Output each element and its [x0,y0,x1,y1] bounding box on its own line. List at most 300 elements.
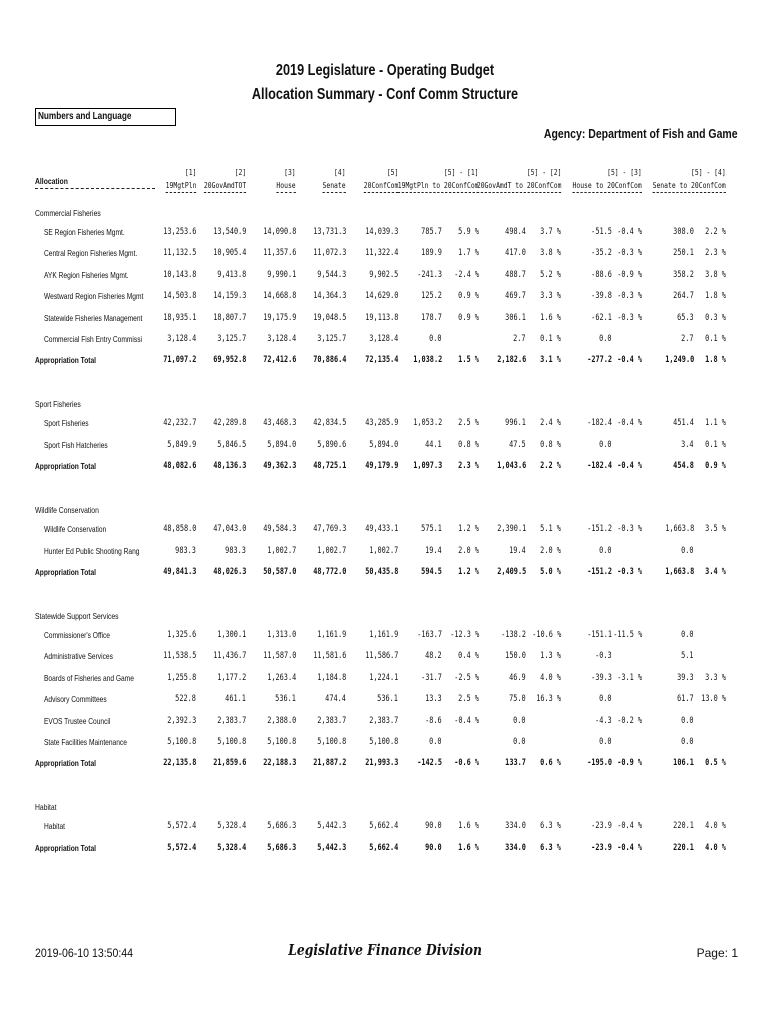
row-label: Habitat [44,821,66,832]
value-cell: 5,572.4 [167,842,196,853]
value-cell: 474.4 [325,694,346,705]
row-label: State Facilities Maintenance [44,737,127,747]
value-cell: 18,807.7 [212,312,246,323]
appropriation-total-row [0,461,770,475]
diff-amount-cell: -151.1 [587,630,612,640]
diff-amount-cell: 0.0 [599,545,612,556]
appropriation-total-row [0,843,770,857]
diff-percent-cell: 5.0 % [540,567,561,577]
column-index: [2] [234,167,246,177]
diff-percent-cell: 2.5 % [458,418,479,429]
diff-amount-cell: 996.1 [505,418,526,429]
column-index: [3] [284,167,296,177]
diff-percent-cell: -2.4 % [454,269,479,280]
table-row [0,546,770,560]
diff-percent-cell: 2.0 % [458,545,479,556]
diff-amount-cell: -182.4 [587,418,612,429]
diff-percent-cell: 4.0 % [705,842,726,853]
value-cell: 14,090.8 [262,227,296,237]
diff-percent-cell: 0.1 % [705,334,726,344]
value-cell: 5,442.3 [317,821,346,832]
diff-amount-cell: 0.0 [599,737,612,747]
footer-page-number: Page: 1 [696,946,738,960]
diff-amount-cell: 125.2 [421,291,442,302]
value-cell: 42,289.8 [212,418,246,429]
diff-percent-cell: 4.0 % [540,672,561,683]
diff-amount-cell: -23.9 [591,842,612,853]
diff-amount-cell: 264.7 [673,291,694,302]
column-header-c4 [323,166,346,193]
diff-amount-cell: -62.1 [591,312,612,323]
diff-amount-cell: 61.7 [677,694,694,705]
diff-percent-cell: 1.6 % [458,842,479,853]
value-cell: 14,668.8 [262,291,296,302]
diff-percent-cell: 1.8 % [705,291,726,302]
column-header-d4 [653,166,726,193]
diff-percent-cell: 3.4 % [705,567,726,577]
diff-amount-cell: 75.0 [509,694,526,705]
diff-amount-cell: 417.0 [505,248,526,259]
column-index: [4] [334,167,346,177]
table-row [0,716,770,730]
value-cell: 1,313.0 [267,630,296,640]
diff-percent-cell: -0.3 % [617,312,642,323]
value-cell: 49,179.9 [364,461,398,472]
value-cell: 5,100.8 [369,737,398,747]
diff-amount-cell: 594.5 [421,567,442,577]
diff-amount-cell: -277.2 [587,355,612,366]
diff-amount-cell: -39.8 [591,291,612,302]
table-row [0,440,770,454]
diff-amount-cell: -151.2 [587,524,612,535]
row-label: EVOS Trustee Council [44,715,111,726]
footer-division: Legislative Finance Division [288,941,482,959]
diff-amount-cell: 1,038.2 [413,355,442,366]
value-cell: 5,442.3 [317,842,346,853]
section-heading: Habitat [35,802,57,813]
value-cell: 11,538.5 [162,651,196,662]
diff-amount-cell: 19.4 [509,545,526,556]
diff-amount-cell: -163.7 [417,630,442,640]
diff-amount-cell: 785.7 [421,227,442,237]
value-cell: 2,383.7 [317,715,346,726]
value-cell: 1,263.4 [267,672,296,683]
value-cell: 14,364.3 [312,291,346,302]
diff-percent-cell: -2.5 % [454,672,479,683]
diff-percent-cell: 2.3 % [458,461,479,472]
appropriation-total-row [0,355,770,369]
column-index: [5] - [2] [526,167,561,177]
value-cell: 2,383.7 [217,715,246,726]
diff-percent-cell: -0.4 % [617,821,642,832]
row-label: Central Region Fisheries Mgmt. [44,248,138,259]
value-cell: 13,540.9 [212,227,246,237]
diff-amount-cell: 65.3 [677,312,694,323]
diff-percent-cell: -3.1 % [617,672,642,683]
column-name: 20GovAmdTOT [204,179,246,193]
column-name: 19MgtPln to 20ConfCom [398,179,479,193]
value-cell: 983.3 [175,545,196,556]
diff-amount-cell: -23.9 [591,821,612,832]
value-cell: 1,255.8 [167,672,196,683]
column-header-c1 [165,166,196,193]
diff-percent-cell: 0.9 % [705,461,726,472]
diff-percent-cell: 1.3 % [540,651,561,662]
value-cell: 983.3 [225,545,246,556]
column-index: [1] [184,167,196,177]
diff-percent-cell: 0.1 % [705,439,726,450]
diff-percent-cell: -11.5 % [613,630,642,640]
value-cell: 22,188.3 [262,758,296,769]
diff-percent-cell: -0.4 % [617,461,642,472]
value-cell: 1,002.7 [267,545,296,556]
table-row [0,270,770,284]
report-subtitle: Allocation Summary - Conf Comm Structure [251,86,519,103]
diff-percent-cell: 1.5 % [458,355,479,366]
diff-percent-cell: 0.4 % [458,651,479,662]
table-row [0,630,770,644]
table-row [0,334,770,348]
row-label: Hunter Ed Public Shooting Rang [44,545,140,556]
diff-amount-cell: 2.7 [681,334,694,344]
diff-amount-cell: 0.0 [599,439,612,450]
table-row [0,524,770,538]
value-cell: 10,143.8 [162,269,196,280]
value-cell: 48,725.1 [312,461,346,472]
value-cell: 48,136.3 [212,461,246,472]
value-cell: 2,392.3 [167,715,196,726]
diff-percent-cell: -12.3 % [450,630,479,640]
column-index: [5] - [4] [691,167,726,177]
column-header-d1 [398,166,479,193]
diff-percent-cell: 4.0 % [705,821,726,832]
diff-percent-cell: 1.1 % [705,418,726,429]
diff-amount-cell: 178.7 [421,312,442,323]
value-cell: 5,572.4 [167,821,196,832]
table-row [0,313,770,327]
diff-amount-cell: 575.1 [421,524,442,535]
table-row [0,694,770,708]
value-cell: 5,662.4 [369,842,398,853]
value-cell: 48,858.0 [162,524,196,535]
value-cell: 11,357.6 [262,248,296,259]
appropriation-total-row [0,758,770,772]
value-cell: 50,587.0 [262,567,296,577]
value-cell: 14,503.8 [162,291,196,302]
value-cell: 21,993.3 [364,758,398,769]
diff-amount-cell: 0.0 [681,630,694,640]
diff-percent-cell: 2.2 % [540,461,561,472]
value-cell: 461.1 [225,694,246,705]
diff-amount-cell: 39.3 [677,672,694,683]
diff-amount-cell: 334.0 [505,821,526,832]
diff-amount-cell: 47.5 [509,439,526,450]
diff-percent-cell: 1.2 % [458,567,479,577]
diff-amount-cell: 5.1 [681,651,694,662]
diff-amount-cell: 469.7 [505,291,526,302]
header-underline [35,188,155,189]
value-cell: 13,253.6 [162,227,196,237]
value-cell: 21,887.2 [312,758,346,769]
table-row [0,291,770,305]
value-cell: 5,100.8 [317,737,346,747]
value-cell: 3,128.4 [167,334,196,344]
diff-percent-cell: 0.8 % [540,439,561,450]
value-cell: 5,686.3 [267,821,296,832]
diff-amount-cell: 308.0 [673,227,694,237]
diff-percent-cell: 5.9 % [458,227,479,237]
diff-percent-cell: 2.4 % [540,418,561,429]
column-index: [5] [386,167,398,177]
diff-amount-cell: 2.7 [513,334,526,344]
value-cell: 5,100.8 [167,737,196,747]
value-cell: 42,232.7 [162,418,196,429]
diff-percent-cell: 0.6 % [540,758,561,769]
diff-amount-cell: 0.0 [681,737,694,747]
diff-amount-cell: -241.3 [417,269,442,280]
diff-percent-cell: 2.2 % [705,227,726,237]
diff-amount-cell: 0.0 [681,715,694,726]
diff-amount-cell: -138.2 [501,630,526,640]
row-label: Appropriation Total [35,567,97,577]
diff-amount-cell: -151.2 [587,567,612,577]
footer-timestamp: 2019-06-10 13:50:44 [35,946,134,960]
diff-percent-cell: 1.2 % [458,524,479,535]
row-label: Commissioner's Office [44,630,110,640]
value-cell: 47,043.0 [212,524,246,535]
diff-percent-cell: 0.9 % [458,312,479,323]
value-cell: 1,224.1 [369,672,398,683]
table-row [0,227,770,241]
value-cell: 11,581.6 [312,651,346,662]
value-cell: 5,890.6 [317,439,346,450]
diff-amount-cell: 0.0 [599,694,612,705]
value-cell: 1,002.7 [317,545,346,556]
diff-percent-cell: 0.8 % [458,439,479,450]
diff-percent-cell: 6.3 % [540,842,561,853]
value-cell: 19,175.9 [262,312,296,323]
diff-percent-cell: -0.4 % [617,355,642,366]
value-cell: 536.1 [377,694,398,705]
diff-percent-cell: 1.7 % [458,248,479,259]
diff-amount-cell: 2,182.6 [497,355,526,366]
row-label: Sport Fisheries [44,418,89,429]
diff-amount-cell: 220.1 [673,821,694,832]
diff-amount-cell: 133.7 [505,758,526,769]
value-cell: 9,413.8 [217,269,246,280]
diff-amount-cell: 189.9 [421,248,442,259]
diff-amount-cell: 306.1 [505,312,526,323]
value-cell: 2,388.0 [267,715,296,726]
value-cell: 71,097.2 [162,355,196,366]
value-cell: 49,584.3 [262,524,296,535]
column-header-c3 [277,166,296,193]
value-cell: 18,935.1 [162,312,196,323]
value-cell: 49,433.1 [364,524,398,535]
value-cell: 1,325.6 [167,630,196,640]
column-name: House to 20ConfCom [573,179,642,193]
diff-percent-cell: 13.0 % [701,694,726,705]
row-label: Statewide Fisheries Management [44,312,143,323]
table-row [0,651,770,665]
value-cell: 1,161.9 [369,630,398,640]
diff-amount-cell: 0.0 [513,715,526,726]
value-cell: 69,952.8 [212,355,246,366]
value-cell: 48,772.0 [312,567,346,577]
value-cell: 43,468.3 [262,418,296,429]
diff-amount-cell: 48.2 [425,651,442,662]
diff-percent-cell: 1.8 % [705,355,726,366]
row-label: Commercial Fish Entry Commissi [44,334,142,344]
diff-percent-cell: 0.9 % [458,291,479,302]
row-label: Wildlife Conservation [44,524,107,535]
value-cell: 11,436.7 [212,651,246,662]
value-cell: 11,322.4 [364,248,398,259]
value-cell: 5,686.3 [267,842,296,853]
appropriation-total-row [0,567,770,581]
diff-percent-cell: 3.8 % [705,269,726,280]
diff-amount-cell: -51.5 [591,227,612,237]
section-heading: Wildlife Conservation [35,505,99,516]
diff-amount-cell: 106.1 [673,758,694,769]
value-cell: 47,769.3 [312,524,346,535]
value-cell: 14,159.3 [212,291,246,302]
diff-amount-cell: 1,249.0 [665,355,694,366]
numbers-language-label: Numbers and Language [38,111,132,122]
value-cell: 11,072.3 [312,248,346,259]
diff-amount-cell: 44.1 [425,439,442,450]
column-name: Senate [323,179,346,193]
table-row [0,737,770,751]
column-index: [5] - [3] [607,167,642,177]
row-label: Westward Region Fisheries Mgmt [44,291,144,302]
diff-percent-cell: -0.4 % [617,842,642,853]
value-cell: 11,587.0 [262,651,296,662]
column-name: 20GovAmdT to 20ConfCom [476,179,561,193]
diff-amount-cell: 220.1 [673,842,694,853]
value-cell: 13,731.3 [312,227,346,237]
value-cell: 5,846.5 [217,439,246,450]
row-label: Administrative Services [44,651,113,662]
value-cell: 14,629.0 [364,291,398,302]
section-heading: Statewide Support Services [35,611,119,621]
column-header-d2 [476,166,561,193]
diff-percent-cell: 5.1 % [540,524,561,535]
diff-percent-cell: -0.3 % [617,248,642,259]
diff-amount-cell: 2,390.1 [497,524,526,535]
value-cell: 1,184.8 [317,672,346,683]
row-label: AYK Region Fisheries Mgmt. [44,269,129,280]
diff-amount-cell: 1,043.6 [497,461,526,472]
diff-percent-cell: -0.4 % [454,715,479,726]
value-cell: 43,285.9 [364,418,398,429]
diff-amount-cell: 1,663.8 [665,567,694,577]
diff-percent-cell: -0.9 % [617,758,642,769]
column-index: [5] - [1] [444,167,479,177]
column-name: House [277,179,296,193]
diff-amount-cell: 334.0 [505,842,526,853]
table-row [0,673,770,687]
diff-amount-cell: 19.4 [425,545,442,556]
diff-amount-cell: -142.5 [417,758,442,769]
row-label: Advisory Committees [44,694,107,705]
value-cell: 1,300.1 [217,630,246,640]
diff-amount-cell: 150.0 [505,651,526,662]
value-cell: 11,586.7 [364,651,398,662]
value-cell: 42,834.5 [312,418,346,429]
diff-percent-cell: -0.2 % [617,715,642,726]
diff-amount-cell: -31.7 [421,672,442,683]
diff-amount-cell: -88.6 [591,269,612,280]
value-cell: 9,544.3 [317,269,346,280]
value-cell: 10,905.4 [212,248,246,259]
value-cell: 536.1 [275,694,296,705]
diff-percent-cell: 3.3 % [540,291,561,302]
diff-percent-cell: 0.3 % [705,312,726,323]
value-cell: 14,039.3 [364,227,398,237]
diff-percent-cell: -0.3 % [617,567,642,577]
allocation-column-header: Allocation [35,176,68,186]
diff-percent-cell: -0.9 % [617,269,642,280]
value-cell: 5,100.8 [267,737,296,747]
value-cell: 5,328.4 [217,821,246,832]
value-cell: 19,113.8 [364,312,398,323]
diff-percent-cell: 3.3 % [705,672,726,683]
row-label: SE Region Fisheries Mgmt. [44,227,125,237]
diff-amount-cell: 0.0 [599,334,612,344]
table-row [0,418,770,432]
value-cell: 3,125.7 [317,334,346,344]
diff-percent-cell: 5.2 % [540,269,561,280]
agency-label: Agency: Department of Fish and Game [544,127,738,141]
diff-percent-cell: 2.5 % [458,694,479,705]
section-heading: Commercial Fisheries [35,208,101,218]
diff-percent-cell: 3.7 % [540,227,561,237]
row-label: Appropriation Total [35,842,97,853]
diff-amount-cell: 451.4 [673,418,694,429]
diff-amount-cell: 13.3 [425,694,442,705]
value-cell: 5,894.0 [369,439,398,450]
column-header-c2 [204,166,246,193]
diff-percent-cell: -0.4 % [617,418,642,429]
diff-amount-cell: 90.0 [425,842,442,853]
diff-percent-cell: 0.1 % [540,334,561,344]
value-cell: 72,135.4 [364,355,398,366]
diff-percent-cell: 3.1 % [540,355,561,366]
value-cell: 49,841.3 [162,567,196,577]
section-heading: Sport Fisheries [35,399,81,410]
value-cell: 1,002.7 [369,545,398,556]
value-cell: 9,990.1 [267,269,296,280]
value-cell: 1,161.9 [317,630,346,640]
diff-amount-cell: -8.6 [425,715,442,726]
value-cell: 1,177.2 [217,672,246,683]
column-header-d3 [573,166,642,193]
value-cell: 19,048.5 [312,312,346,323]
diff-percent-cell: 3.8 % [540,248,561,259]
row-label: Appropriation Total [35,461,97,472]
diff-percent-cell: -0.3 % [617,291,642,302]
diff-amount-cell: 454.8 [673,461,694,472]
value-cell: 5,662.4 [369,821,398,832]
diff-amount-cell: 3.4 [681,439,694,450]
value-cell: 70,886.4 [312,355,346,366]
value-cell: 3,128.4 [267,334,296,344]
diff-amount-cell: 0.0 [429,334,442,344]
value-cell: 22,135.8 [162,758,196,769]
diff-amount-cell: 46.9 [509,672,526,683]
value-cell: 5,100.8 [217,737,246,747]
